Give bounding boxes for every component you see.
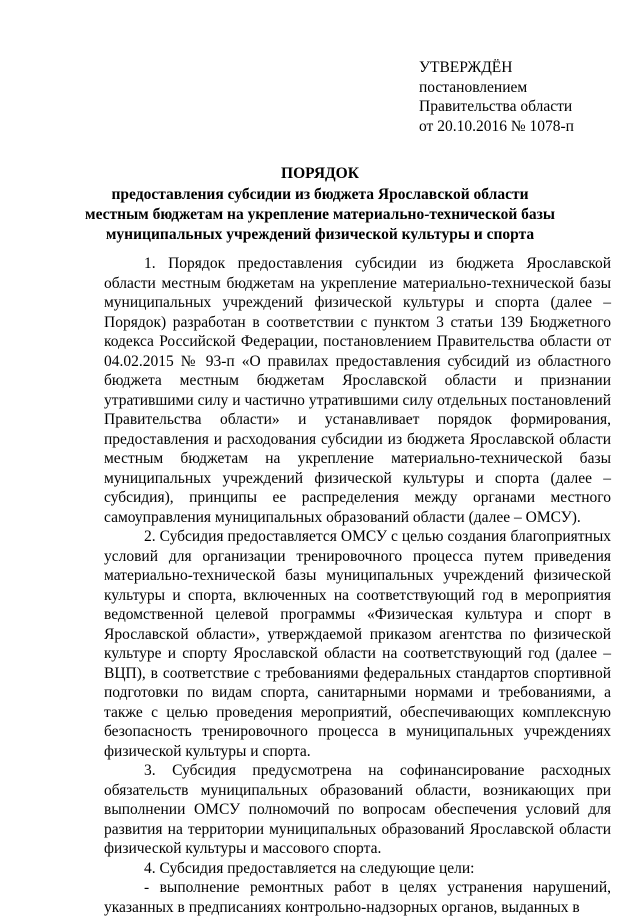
document-title: ПОРЯДОК (281, 165, 359, 182)
approval-line-approved: УТВЕРЖДЁН (419, 59, 513, 76)
approval-line-resolution: постановлением (419, 78, 528, 96)
approval-line-date-number: от 20.10.2016 № 1078-п (419, 117, 574, 135)
paragraph-3: 3. Субсидия предусмотрена на софинансирование расходных обязательств муниципальных образований области, возникающих при выполнении ОМСУ полномочий по вопросам обеспечения условий для развития на территории муниципальных образований Ярославской области физической культуры и массового спорта. (104, 762, 611, 857)
document-subtitle-line-1: предоставления субсидии из бюджета Ярославской области (111, 186, 529, 203)
document-body (104, 254, 611, 917)
document-title-block (0, 164, 640, 245)
paragraph-4: 4. Субсидия предоставляется на следующие цели: (144, 859, 475, 877)
document-subtitle-line-3: муниципальных учреждений физической культуры и спорта (105, 226, 535, 243)
paragraph-1: 1. Порядок предоставления субсидии из бюджета Ярославской области местным бюджетам на укрепление материально-технической базы муниципальных учреждений физической культуры и спорта (далее – Порядок) разработан в соответствии с пунктом 3 статьи 139 Бюджетного кодекса Российской Федерации, постановлением Правительства области от 04.02.2015 № 93-п «О правилах предоставления субсидий из областного бюджета местным бюджетам Ярославской области и признании утратившими силу и частично утратившими силу отдельных постановлений Правительства области» и устанавливает порядок формирования, предоставления и расходования субсидии из бюджета Ярославской области местным бюджетам на укрепление материально-технической базы муниципальных учреждений физической культуры и спорта (далее – субсидия), принципы ее распределения между органами местного самоуправления муниципальных образований области (далее – ОМСУ). (104, 255, 611, 526)
document-subtitle-line-2: местным бюджетам на укрепление материально-технической базы (85, 206, 555, 223)
approval-stamp (419, 58, 629, 136)
paragraph-2: 2. Субсидия предоставляется ОМСУ с целью создания благоприятных условий для организации тренировочного процесса путем приведения материально-технической базы муниципальных учреждений физической культуры и спорта, включенных на соответствующий год в мероприятия ведомственной целевой программы «Физическая культура и спорт в Ярославской области», утверждаемой приказом агентства по физической культуре и спорту Ярославской области на соответствующий год (далее – ВЦП), в соответствие с требованиями федеральных стандартов спортивной подготовки по видам спорта, санитарными нормами и требованиями, а также с целью проведения мероприятий, обеспечивающих комплексную безопасность тренировочного процесса в муниципальных учреждениях физической культуры и спорта. (104, 528, 611, 760)
approval-line-government: Правительства области (419, 98, 573, 115)
paragraph-5: - выполнение ремонтных работ в целях устранения нарушений, указанных в предписаниях контрольно-надзорных органов, выданных в (104, 879, 611, 916)
